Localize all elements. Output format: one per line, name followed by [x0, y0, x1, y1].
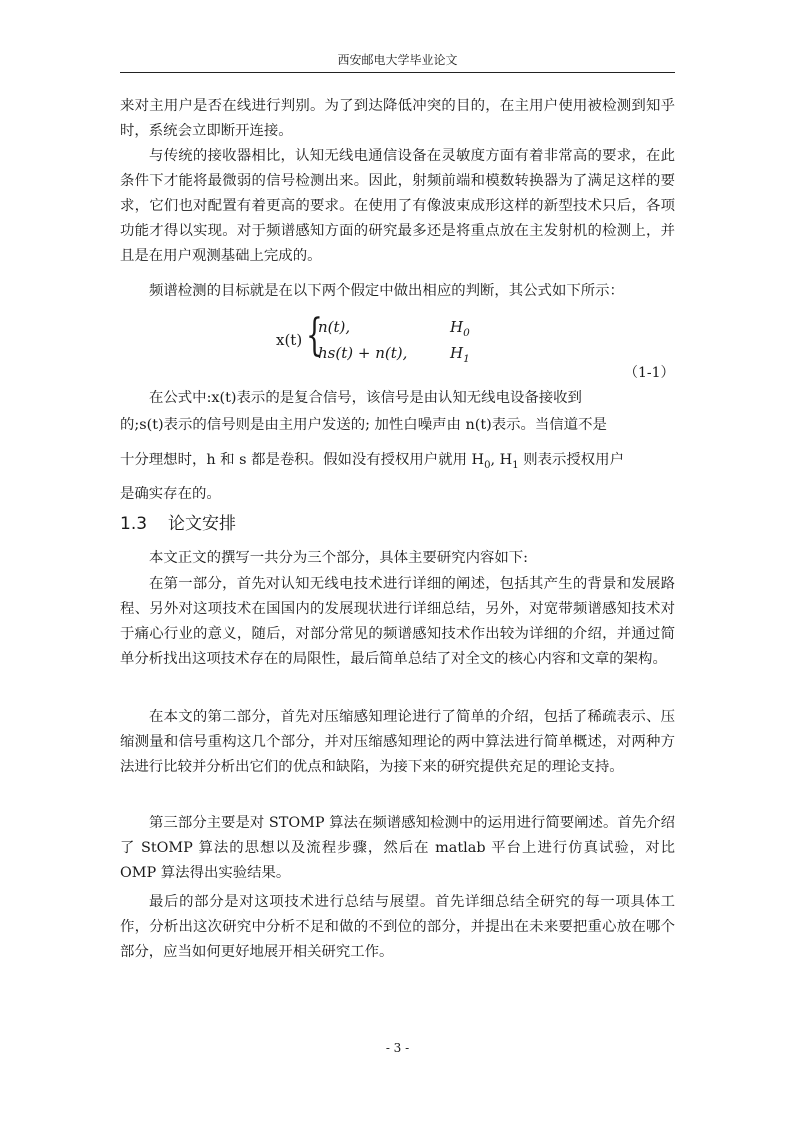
- equation-case-h1: hs(t) + n(t),: [318, 344, 408, 362]
- paragraph-continuation: 来对主用户是否在线进行判别。为了到达降低冲突的目的，在主用户使用被检测到知乎时，系统会立即断开连接。: [120, 98, 675, 139]
- paragraph-part-two: 在本文的第二部分，首先对压缩感知理论进行了简单的介绍，包括了稀疏表示、压缩测量和信号重构这几个部分，并对压缩感知理论的两中算法进行简单概述，对两种方法进行比较并分析出它们的优点和缺陷，为接下来的研究提供充足的理论支持。: [120, 709, 675, 775]
- paragraph-arrangement-intro: 本文正文的撰写一共分为三个部分，具体主要研究内容如下:: [149, 550, 529, 566]
- header-rule: [120, 72, 675, 73]
- explanation-line-1: 在公式中:x(t)表示的是复合信号，该信号是由认知无线电设备接收到: [149, 390, 582, 406]
- explanation-line-2: 的;s(t)表示的信号则是由主用户发送的; 加性白噪声由 n(t)表示。当信道不是: [120, 417, 607, 433]
- equation-case-h0: n(t),: [318, 318, 351, 336]
- hypothesis-h1: $H_1$: [450, 344, 470, 365]
- explanation-line-4: 是确实存在的。: [120, 486, 221, 502]
- section-heading: [120, 512, 236, 536]
- explanation-line-3: 十分理想时，h 和 s 都是卷积。假如没有授权用户就用 $H_0$, $H_1$ 则表示授权用户: [120, 452, 624, 471]
- paragraph-part-one: 在第一部分，首先对认知无线电技术进行详细的阐述，包括其产生的背景和发展路程、另外对这项技术在国国内的发展现状进行详细总结，另外，对宽带频谱感知技术对于痛心行业的意义，随后，对部分常见的频谱感知技术作出较为详细的介绍，并通过简单分析找出这项技术存在的局限性，最后简单总结了对全文的核心内容和文章的架构。: [120, 576, 675, 667]
- paragraph-part-four: 最后的部分是对这项技术进行总结与展望。首先详细总结全研究的每一项具体工作，分析出这次研究中分析不足和做的不到位的部分，并提出在未来要把重心放在哪个部分，应当如何更好地展开相关研究工作。: [120, 894, 675, 960]
- equation-number: （1-1）: [624, 365, 675, 381]
- page-number: - 3 -: [385, 1041, 410, 1055]
- paragraph-receiver-requirements: 与传统的接收器相比，认知无线电通信设备在灵敏度方面有着非常高的要求，在此条件下才能将最微弱的信号检测出来。因此，射频前端和模数转换器为了满足这样的要求，它们也对配置有着更高的要求。在使用了有像波束成形这样的新型技术只后，各项功能才得以实现。对于频谱感知方面的研究最多还是将重点放在主发射机的检测上，并且是在用户观测基础上完成的。: [120, 148, 675, 264]
- running-header: 西安邮电大学毕业论文: [337, 53, 458, 67]
- equation-brace: {: [306, 310, 323, 361]
- section-title: 论文安排: [168, 514, 236, 534]
- paragraph-detection-goal: 频谱检测的目标就是在以下两个假定中做出相应的判断，其公式如下所示：: [149, 283, 624, 299]
- paragraph-part-three: 第三部分主要是对 STOMP 算法在频谱感知检测中的运用进行简要阐述。首先介绍了 StOMP 算法的思想以及流程步骤，然后在 matlab 平台上进行仿真试验，对比 OMP 算法得出实验结果。: [120, 815, 680, 881]
- hypothesis-h0: $H_0$: [450, 318, 470, 339]
- equation-lhs: x(t): [276, 331, 303, 349]
- section-number: 1.3: [120, 514, 148, 534]
